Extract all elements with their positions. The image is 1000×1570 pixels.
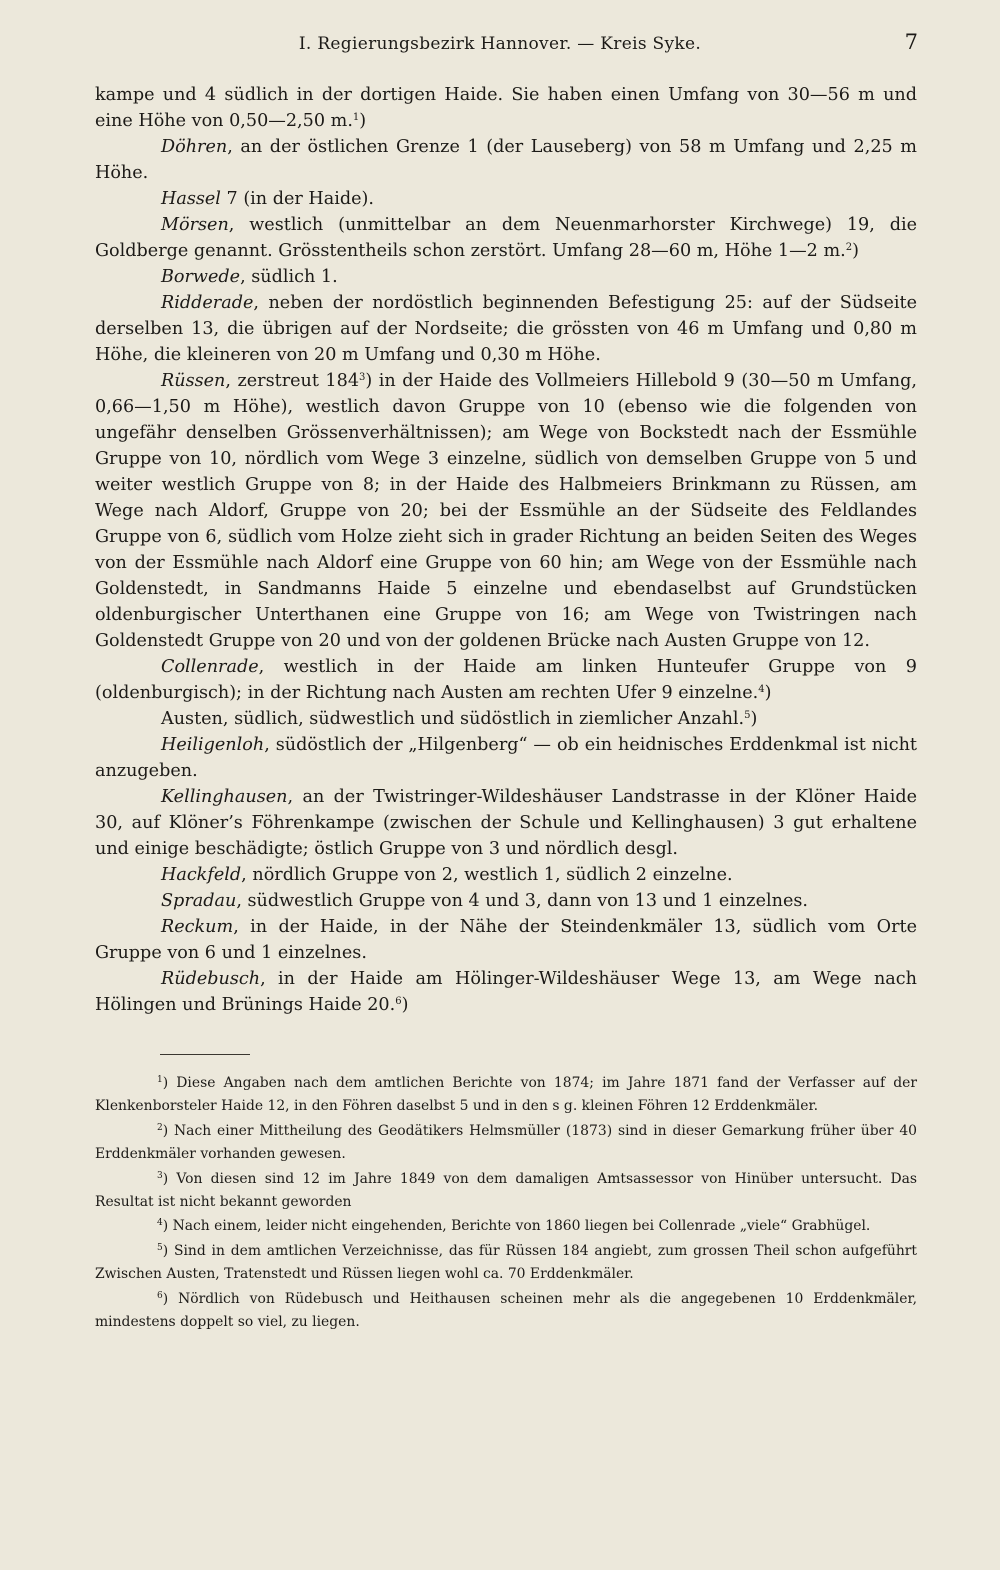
- place-name: Spradau: [161, 891, 237, 911]
- footnote-ref: 5: [744, 710, 751, 721]
- paragraph-text: , westlich (unmittelbar an dem Neuenmarhorster Kirchwege) 19, die Goldberge genannt. Grösstentheils schon zerstört. Umfang 28—60 m, Höhe 1—2 m.: [95, 215, 917, 261]
- paragraph: Mörsen, westlich (unmittelbar an dem Neuenmarhorster Kirchwege) 19, die Goldberge genannt. Grösstentheils schon zerstört. Umfang 28—60 m, Höhe 1—2 m.$^2$): [95, 215, 917, 261]
- footnote-mark: 3: [157, 1170, 163, 1181]
- paragraph-text: , an der östlichen Grenze 1 (der Lauseberg) von 58 m Umfang und 2,25 m Höhe.: [95, 137, 917, 183]
- footnote-ref: 2: [845, 242, 853, 253]
- footnote: $^5$) Sind in dem amtlichen Verzeichnisse, das für Rüssen 184 angiebt, zum grossen Theil schon aufgeführt Zwischen Austen, Tratenstedt und Rüssen liegen wohl ca. 70 Erddenkmäler.: [95, 1242, 917, 1283]
- place-name: Heiligenloh: [161, 735, 265, 755]
- paragraph-text: in der Haide des Vollmeiers Hillebold 9 (30—50 m Umfang, 0,66—1,50 m Höhe), westlich davon Gruppe von 10 (ebenso wie die folgenden von ungefähr denselben Grössenverhältnissen); am Wege von Bockstedt nach der Essmühle Gruppe von 10, nördlich vom Wege 3 einzelne, südlich von demselben Gruppe von 5 und weiter westlich Gruppe von 8; in der Haide des Halbmeiers Brinkmann zu Rüssen, am Wege nach Aldorf, Gruppe von 20; bei der Essmühle an der Südseite des Feldlandes Gruppe von 6, südlich vom Holze zieht sich in grader Richtung an beiden Seiten des Weges von der Essmühle nach Aldorf eine Gruppe von 60 hin; am Wege von der Essmühle nach Goldenstedt, in Sandmanns Haide 5 einzelne und ebendaselbst auf Grundstücken oldenburgischer Unterthanen eine Gruppe von 16; am Wege von Twistringen nach Goldenstedt Gruppe von 20 und von der goldenen Brücke nach Austen Gruppe von 12.: [95, 371, 917, 651]
- place-name: Mörsen: [161, 215, 229, 235]
- paragraph: Rüssen, zerstreut $184^3$) in der Haide des Vollmeiers Hillebold 9 (30—50 m Umfang, 0,66—1,50 m Höhe), westlich davon Gruppe von 10 (ebenso wie die folgenden von ungefähr denselben Grössenverhältnissen); am Wege von Bockstedt nach der Essmühle Gruppe von 10, nördlich vom Wege 3 einzelne, südlich von demselben Gruppe von 5 und weiter westlich Gruppe von 8; in der Haide des Halbmeiers Brinkmann zu Rüssen, am Wege nach Aldorf, Gruppe von 20; bei der Essmühle an der Südseite des Feldlandes Gruppe von 6, südlich vom Holze zieht sich in grader Richtung an beiden Seiten des Weges von der Essmühle nach Aldorf eine Gruppe von 60 hin; am Wege von der Essmühle nach Goldenstedt, in Sandmanns Haide 5 einzelne und ebendaselbst auf Grundstücken oldenburgischer Unterthanen eine Gruppe von 16; am Wege von Twistringen nach Goldenstedt Gruppe von 20 und von der goldenen Brücke nach Austen Gruppe von 12.: [95, 371, 917, 651]
- paragraph-text: Austen, südlich, südwestlich und südöstlich in ziemlicher Anzahl.: [161, 709, 745, 729]
- running-head-title: I. Regierungsbezirk Hannover. — Kreis Syke.: [298, 34, 702, 54]
- page-number: 7: [904, 30, 918, 54]
- paragraph-text: , südlich 1.: [240, 267, 338, 287]
- paragraph-text: , neben der nordöstlich beginnenden Befestigung 25: auf der Südseite derselben 13, die übrigen auf der Nordseite; die grössten von 46 m Umfang und 0,80 m Höhe, die kleineren von 20 m Umfang und 0,30 m Höhe.: [95, 293, 917, 365]
- paragraph: [95, 186, 917, 212]
- paragraph-text: , südöstlich der „Hilgenberg“ — ob ein heidnisches Erddenkmal ist nicht anzugeben.: [95, 735, 917, 781]
- paragraph-text: , nördlich Gruppe von 2, westlich 1, südlich 2 einzelne.: [241, 865, 733, 885]
- footnote-divider: [160, 1054, 250, 1055]
- paragraph-text: , westlich in der Haide am linken Hunteufer Gruppe von 9 (oldenburgisch); in der Richtung nach Austen am rechten Ufer 9 einzelne.: [95, 657, 917, 703]
- footnote: $^6$) Nördlich von Rüdebusch und Heithausen scheinen mehr als die angegebenen 10 Erddenkmäler, mindestens doppelt so viel, zu liegen.: [95, 1290, 917, 1330]
- footnote-ref: 6: [395, 996, 402, 1007]
- footnote-text: Diese Angaben nach dem amtlichen Berichte von 1874; im Jahre 1871 fand der Verfasser auf der Klenkenborsteler Haide 12, in den Föhren daselbst 5 und in den s g. kleinen Föhren 12 Erddenkmäler.: [95, 1075, 917, 1115]
- place-name: Reckum: [161, 917, 234, 937]
- place-name: Ridderade: [161, 293, 254, 313]
- running-head: [0, 30, 1000, 60]
- footnote-text: Nördlich von Rüdebusch und Heithausen scheinen mehr als die angegebenen 10 Erddenkmäler, mindestens doppelt so viel, zu liegen.: [95, 1290, 917, 1330]
- paragraph: [95, 862, 917, 888]
- paragraph: kampe und 4 südlich in der dortigen Haide. Sie haben einen Umfang von 30—56 m und eine Höhe von 0,50—2,50 m.$^1$): [95, 85, 917, 131]
- footnote-text: Nach einem, leider nicht eingehenden, Berichte von 1860 liegen bei Collenrade „viele“ Grabhügel.: [172, 1218, 871, 1235]
- paragraph-text: , in der Haide am Hölinger-Wildeshäuser Wege 13, am Wege nach Hölingen und Brünings Haide 20.: [95, 969, 917, 1015]
- paragraph-text: , in der Haide, in der Nähe der Steindenkmäler 13, südlich vom Orte Gruppe von 6 und 1 einzelnes.: [95, 917, 917, 963]
- place-name: Rüssen: [161, 371, 226, 391]
- place-name: Hassel: [161, 189, 221, 209]
- footnote-mark: 5: [157, 1242, 163, 1253]
- place-name: Borwede: [161, 267, 241, 287]
- footnote-ref: 1: [352, 112, 360, 123]
- main-text: [95, 82, 917, 1018]
- footnote-text: Sind in dem amtlichen Verzeichnisse, das für Rüssen 184 angiebt, zum grossen Theil schon aufgeführt Zwischen Austen, Tratenstedt und Rüssen liegen wohl ca. 70 Erddenkmäler.: [95, 1242, 917, 1283]
- paragraph-text: kampe und 4 südlich in der dortigen Haide. Sie haben einen Umfang von 30—56 m und eine Höhe von 0,50—2,50 m.: [95, 85, 917, 131]
- paragraph: [95, 290, 917, 368]
- footnote-text: Nach einer Mittheilung des Geodätikers Helmsmüller (1873) sind in dieser Gemarkung früher über 40 Erddenkmäler vorhanden gewesen.: [95, 1122, 917, 1163]
- paragraph-text: , südwestlich Gruppe von 4 und 3, dann von 13 und 1 einzelnes.: [236, 891, 808, 911]
- paragraph: Collenrade, westlich in der Haide am linken Hunteufer Gruppe von 9 (oldenburgisch); in der Richtung nach Austen am rechten Ufer 9 einzelne.$^4$): [95, 657, 917, 703]
- footnotes: [95, 1072, 917, 1335]
- place-name: Döhren: [161, 137, 228, 157]
- place-name: Rüdebusch: [161, 969, 261, 989]
- footnote: $^4$) Nach einem, leider nicht eingehenden, Berichte von 1860 liegen bei Collenrade „viele“ Grabhügel.: [157, 1218, 871, 1235]
- paragraph: [95, 732, 917, 784]
- paragraph-text: 7 (in der Haide).: [220, 189, 374, 209]
- paragraph: [95, 134, 917, 186]
- footnote: $^3$) Von diesen sind 12 im Jahre 1849 von dem damaligen Amtsassessor von Hinüber untersucht. Das Resultat ist nicht bekannt geworden: [95, 1170, 917, 1210]
- paragraph: [95, 914, 917, 966]
- paragraph: Rüdebusch, in der Haide am Hölinger-Wildeshäuser Wege 13, am Wege nach Hölingen und Brünings Haide 20.$^6$): [95, 969, 917, 1015]
- place-name: Collenrade: [161, 657, 259, 677]
- footnote-mark: 4: [157, 1218, 163, 1229]
- paragraph-text: , an der Twistringer-Wildeshäuser Landstrasse in der Klöner Haide 30, auf Klöner’s Föhrenkampe (zwischen der Schule und Kellinghausen) 3 gut erhaltene und einige beschädigte; östlich Gruppe von 3 und nördlich desgl.: [95, 787, 917, 859]
- paragraph: [95, 888, 917, 914]
- paragraph: [95, 264, 917, 290]
- footnote-mark: 2: [157, 1122, 163, 1133]
- paragraph-text: , zerstreut 184: [225, 371, 360, 391]
- footnote-mark: 1: [157, 1075, 163, 1085]
- footnote-ref: 3: [359, 372, 366, 383]
- footnote: $^2$) Nach einer Mittheilung des Geodätikers Helmsmüller (1873) sind in dieser Gemarkung früher über 40 Erddenkmäler vorhanden gewesen.: [95, 1122, 917, 1163]
- footnote-ref: 4: [758, 684, 765, 695]
- paragraph: [95, 784, 917, 862]
- footnote-text: Von diesen sind 12 im Jahre 1849 von dem damaligen Amtsassessor von Hinüber untersucht. Das Resultat ist nicht bekannt geworden: [95, 1170, 917, 1210]
- place-name: Hackfeld: [161, 865, 242, 885]
- footnote: $^1$) Diese Angaben nach dem amtlichen Berichte von 1874; im Jahre 1871 fand der Verfasser auf der Klenkenborsteler Haide 12, in den Föhren daselbst 5 und in den s g. kleinen Föhren 12 Erddenkmäler.: [95, 1075, 917, 1115]
- footnote-mark: 6: [157, 1290, 163, 1301]
- place-name: Kellinghausen: [161, 787, 288, 807]
- paragraph: Austen, südlich, südwestlich und südöstlich in ziemlicher Anzahl.$^5$): [161, 709, 758, 729]
